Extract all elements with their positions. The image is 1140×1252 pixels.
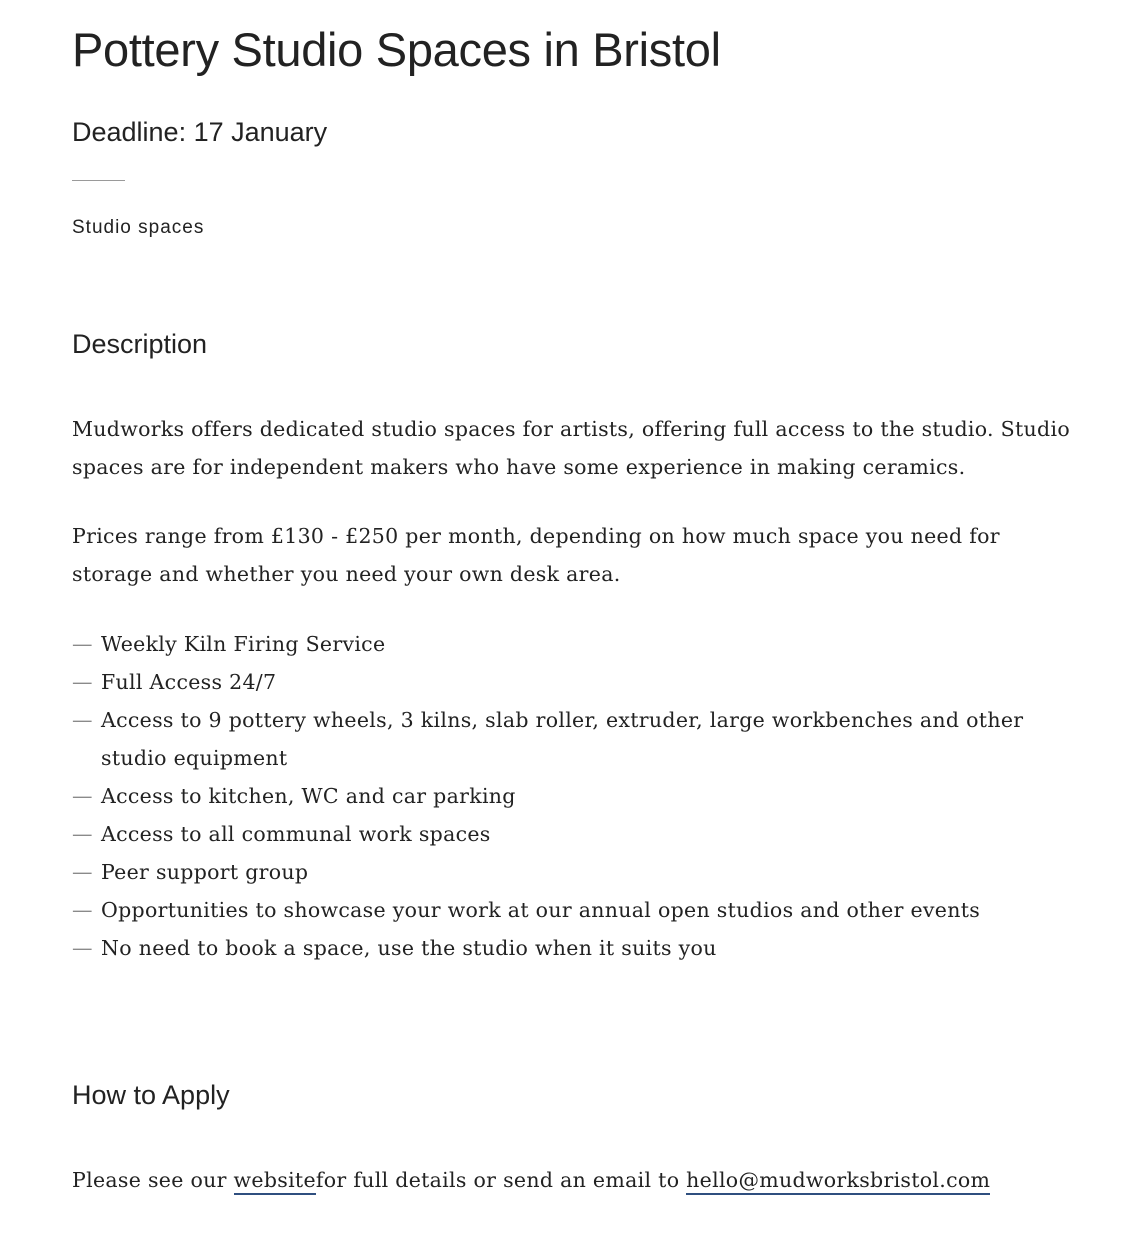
email-link[interactable]: hello@mudworksbristol.com xyxy=(686,1168,990,1195)
apply-text-middle: for full details or send an email to xyxy=(315,1168,687,1192)
description-paragraph: Mudworks offers dedicated studio spaces for artists, offering full access to the studio. Studio spaces are for independent makers who have some experience in making ceramics. xyxy=(72,417,1070,479)
how-to-apply-heading: How to Apply xyxy=(72,1080,230,1110)
list-item xyxy=(72,815,1072,853)
list-item-text: Access to kitchen, WC and car parking xyxy=(101,784,516,808)
list-item-text: Opportunities to showcase your work at our annual open studios and other events xyxy=(101,898,981,922)
list-item-text: Access to 9 pottery wheels, 3 kilns, slab roller, extruder, large workbenches and other studio equipment xyxy=(101,708,1024,770)
list-item xyxy=(72,929,1072,967)
website-link[interactable]: website xyxy=(234,1168,316,1195)
list-item xyxy=(72,663,1072,701)
dash-marker: — xyxy=(72,898,93,922)
category-label: Studio spaces xyxy=(72,217,205,238)
list-item-text: Access to all communal work spaces xyxy=(101,822,491,846)
dash-marker: — xyxy=(72,784,93,808)
list-item xyxy=(72,625,1072,663)
apply-text-before: Please see our xyxy=(72,1168,234,1192)
dash-marker: — xyxy=(72,822,93,846)
list-item xyxy=(72,701,1072,777)
list-item-text: Weekly Kiln Firing Service xyxy=(101,632,386,656)
description-heading: Description xyxy=(72,329,208,359)
list-item xyxy=(72,853,1072,891)
dash-marker: — xyxy=(72,632,93,656)
features-list xyxy=(72,625,1072,967)
dash-marker: — xyxy=(72,860,93,884)
deadline: Deadline: 17 January xyxy=(72,117,328,147)
dash-marker: — xyxy=(72,936,93,960)
list-item xyxy=(72,777,1072,815)
list-item-text: No need to book a space, use the studio when it suits you xyxy=(101,936,717,960)
page-title: Pottery Studio Spaces in Bristol xyxy=(72,23,721,76)
divider xyxy=(72,180,125,181)
apply-paragraph xyxy=(72,1161,990,1199)
pricing-paragraph: Prices range from £130 - £250 per month, depending on how much space you need for storage and whether you need your own desk area. xyxy=(72,524,1000,586)
dash-marker: — xyxy=(72,708,93,732)
list-item xyxy=(72,891,1072,929)
list-item-text: Full Access 24/7 xyxy=(101,670,277,694)
list-item-text: Peer support group xyxy=(101,860,309,884)
dash-marker: — xyxy=(72,670,93,694)
